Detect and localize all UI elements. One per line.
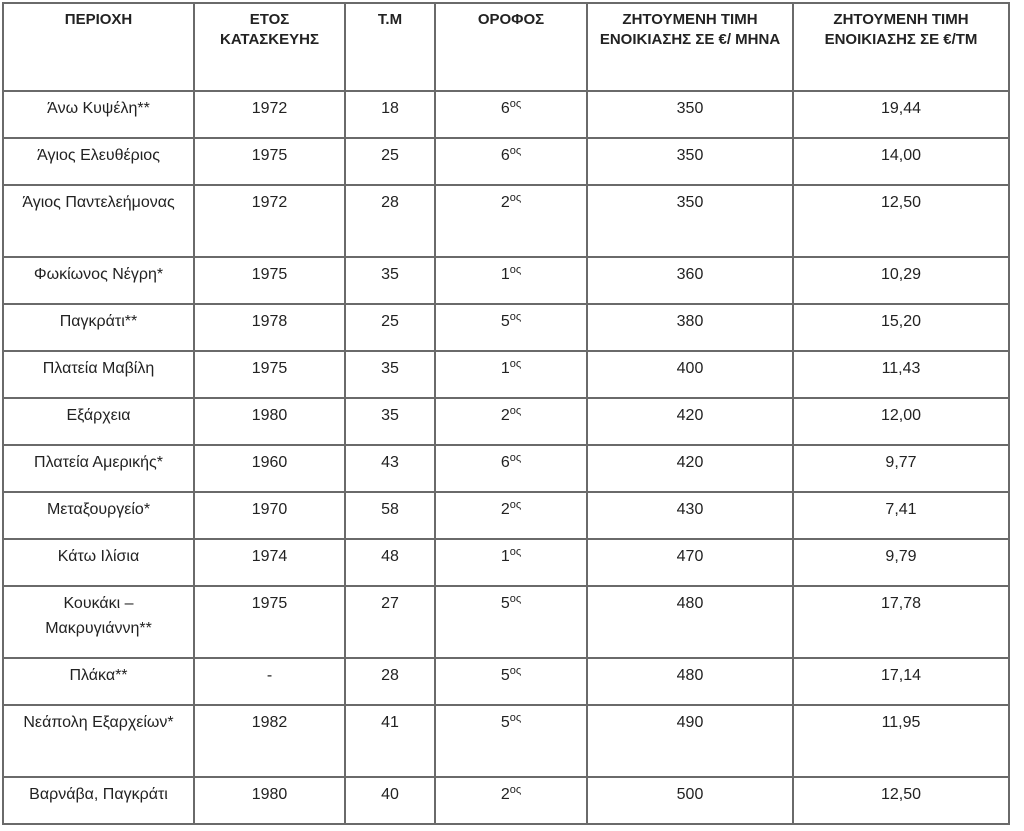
floor-ordinal-suffix: ος: [509, 712, 522, 724]
cell-sqm: 35: [345, 398, 435, 445]
cell-area: Μεταξουργείο*: [3, 492, 194, 539]
floor-ordinal-suffix: ος: [509, 452, 522, 464]
header-area: ΠΕΡΙΟΧΗ: [3, 3, 194, 91]
cell-rent: 420: [587, 398, 793, 445]
cell-rent: 400: [587, 351, 793, 398]
table-row: [3, 351, 1009, 398]
cell-sqm: 35: [345, 257, 435, 304]
cell-rent-per-sqm: 9,79: [793, 539, 1009, 586]
cell-sqm: 41: [345, 705, 435, 777]
table-row: [3, 304, 1009, 351]
floor-ordinal-suffix: ος: [509, 358, 522, 370]
floor-ordinal-suffix: ος: [509, 98, 522, 110]
cell-sqm: 25: [345, 138, 435, 185]
cell-year: 1975: [194, 257, 345, 304]
cell-rent: 350: [587, 91, 793, 138]
cell-rent-per-sqm: 12,00: [793, 398, 1009, 445]
cell-sqm: 35: [345, 351, 435, 398]
floor-number: 5: [500, 667, 510, 684]
cell-rent-per-sqm: 11,95: [793, 705, 1009, 777]
cell-rent: 350: [587, 185, 793, 257]
table-row: [3, 492, 1009, 539]
cell-sqm: 48: [345, 539, 435, 586]
cell-year: 1980: [194, 398, 345, 445]
cell-area: Κουκάκι – Μακρυγιάννη**: [3, 586, 194, 658]
cell-rent-per-sqm: 7,41: [793, 492, 1009, 539]
cell-year: 1972: [194, 91, 345, 138]
floor-number: 2: [500, 501, 510, 518]
floor-number: 5: [500, 313, 510, 330]
cell-rent: 490: [587, 705, 793, 777]
cell-floor: [435, 304, 587, 351]
cell-sqm: 18: [345, 91, 435, 138]
cell-year: 1960: [194, 445, 345, 492]
cell-year: 1980: [194, 777, 345, 824]
cell-year: 1982: [194, 705, 345, 777]
cell-rent: 430: [587, 492, 793, 539]
table-row: [3, 586, 1009, 658]
rent-table-container: [2, 2, 1010, 825]
header-row: [3, 3, 1009, 91]
cell-area: Παγκράτι**: [3, 304, 194, 351]
cell-rent-per-sqm: 10,29: [793, 257, 1009, 304]
cell-rent: 480: [587, 658, 793, 705]
cell-sqm: 43: [345, 445, 435, 492]
floor-ordinal-suffix: ος: [509, 499, 522, 511]
cell-area: Εξάρχεια: [3, 398, 194, 445]
cell-sqm: 40: [345, 777, 435, 824]
cell-rent-per-sqm: 19,44: [793, 91, 1009, 138]
cell-year: 1978: [194, 304, 345, 351]
cell-area: Πλατεία Αμερικής*: [3, 445, 194, 492]
table-row: [3, 398, 1009, 445]
cell-rent-per-sqm: 12,50: [793, 185, 1009, 257]
table-row: [3, 445, 1009, 492]
floor-number: 5: [500, 714, 510, 731]
cell-area: Φωκίωνος Νέγρη*: [3, 257, 194, 304]
table-body: [3, 91, 1009, 824]
cell-area: Άγιος Παντελεήμονας: [3, 185, 194, 257]
cell-rent-per-sqm: 15,20: [793, 304, 1009, 351]
rent-table: [2, 2, 1010, 825]
cell-rent-per-sqm: 12,50: [793, 777, 1009, 824]
floor-number: 6: [500, 147, 510, 164]
cell-rent: 470: [587, 539, 793, 586]
cell-rent: 380: [587, 304, 793, 351]
cell-rent-per-sqm: 17,14: [793, 658, 1009, 705]
table-row: [3, 91, 1009, 138]
cell-floor: [435, 351, 587, 398]
cell-floor: [435, 658, 587, 705]
cell-area: Άνω Κυψέλη**: [3, 91, 194, 138]
header-sqm: Τ.Μ: [345, 3, 435, 91]
table-row: [3, 777, 1009, 824]
cell-area: Άγιος Ελευθέριος: [3, 138, 194, 185]
cell-year: 1972: [194, 185, 345, 257]
floor-ordinal-suffix: ος: [509, 593, 522, 605]
cell-floor: [435, 445, 587, 492]
floor-number: 1: [500, 548, 510, 565]
table-row: [3, 257, 1009, 304]
floor-number: 6: [500, 100, 510, 117]
cell-sqm: 27: [345, 586, 435, 658]
floor-number: 1: [500, 360, 510, 377]
header-year: ΕΤΟΣ ΚΑΤΑΣΚΕΥΗΣ: [194, 3, 345, 91]
cell-year: 1975: [194, 586, 345, 658]
cell-floor: [435, 705, 587, 777]
cell-floor: [435, 492, 587, 539]
cell-floor: [435, 586, 587, 658]
cell-area: Κάτω Ιλίσια: [3, 539, 194, 586]
header-rent-month: ΖΗΤΟΥΜΕΝΗ ΤΙΜΗ ΕΝΟΙΚΙΑΣΗΣ ΣΕ €/ ΜΗΝΑ: [587, 3, 793, 91]
cell-rent: 360: [587, 257, 793, 304]
cell-floor: [435, 138, 587, 185]
floor-number: 5: [500, 595, 510, 612]
cell-rent-per-sqm: 11,43: [793, 351, 1009, 398]
cell-sqm: 58: [345, 492, 435, 539]
header-rent-sqm: ΖΗΤΟΥΜΕΝΗ ΤΙΜΗ ΕΝΟΙΚΙΑΣΗΣ ΣΕ €/ΤΜ: [793, 3, 1009, 91]
floor-ordinal-suffix: ος: [509, 665, 522, 677]
floor-ordinal-suffix: ος: [509, 264, 522, 276]
cell-floor: [435, 398, 587, 445]
table-row: [3, 539, 1009, 586]
cell-rent-per-sqm: 17,78: [793, 586, 1009, 658]
floor-number: 1: [500, 266, 510, 283]
floor-number: 2: [500, 407, 510, 424]
floor-ordinal-suffix: ος: [509, 405, 522, 417]
cell-floor: [435, 257, 587, 304]
floor-ordinal-suffix: ος: [509, 546, 522, 558]
floor-ordinal-suffix: ος: [509, 784, 522, 796]
cell-year: 1970: [194, 492, 345, 539]
cell-rent: 420: [587, 445, 793, 492]
cell-rent: 480: [587, 586, 793, 658]
cell-rent: 500: [587, 777, 793, 824]
cell-area: Βαρνάβα, Παγκράτι: [3, 777, 194, 824]
cell-area: Νεάπολη Εξαρχείων*: [3, 705, 194, 777]
cell-floor: [435, 185, 587, 257]
floor-number: 2: [500, 786, 510, 803]
cell-rent: 350: [587, 138, 793, 185]
floor-number: 6: [500, 454, 510, 471]
table-row: [3, 705, 1009, 777]
floor-ordinal-suffix: ος: [509, 311, 522, 323]
cell-rent-per-sqm: 9,77: [793, 445, 1009, 492]
table-row: [3, 185, 1009, 257]
cell-rent-per-sqm: 14,00: [793, 138, 1009, 185]
cell-floor: [435, 91, 587, 138]
table-row: [3, 658, 1009, 705]
cell-sqm: 28: [345, 185, 435, 257]
cell-area: Πλατεία Μαβίλη: [3, 351, 194, 398]
floor-number: 2: [500, 194, 510, 211]
cell-floor: [435, 539, 587, 586]
cell-area: Πλάκα**: [3, 658, 194, 705]
header-floor: ΟΡΟΦΟΣ: [435, 3, 587, 91]
cell-year: -: [194, 658, 345, 705]
cell-year: 1975: [194, 138, 345, 185]
cell-sqm: 25: [345, 304, 435, 351]
table-row: [3, 138, 1009, 185]
cell-sqm: 28: [345, 658, 435, 705]
cell-floor: [435, 777, 587, 824]
cell-year: 1974: [194, 539, 345, 586]
floor-ordinal-suffix: ος: [509, 192, 522, 204]
cell-year: 1975: [194, 351, 345, 398]
floor-ordinal-suffix: ος: [509, 145, 522, 157]
